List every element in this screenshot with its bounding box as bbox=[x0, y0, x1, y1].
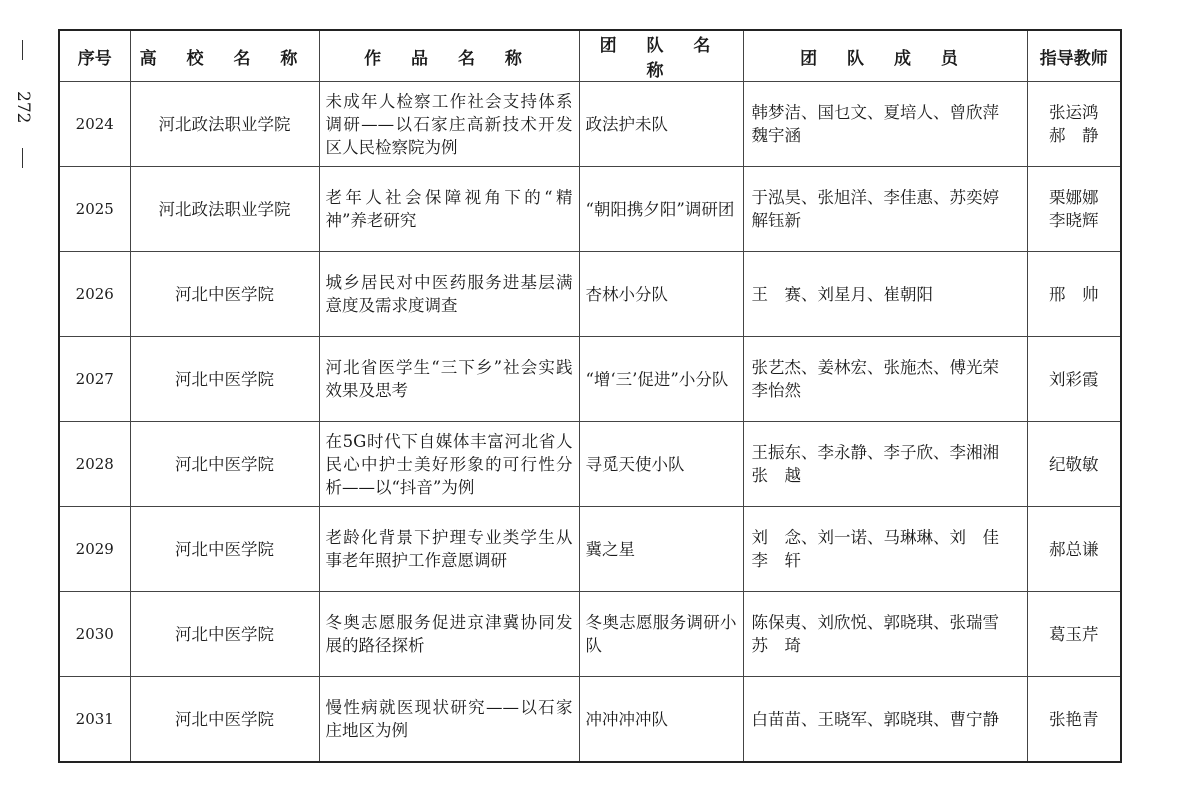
cell-team: 冀之星 bbox=[579, 507, 743, 592]
teacher-name: 栗娜娜 bbox=[1049, 188, 1099, 207]
cell-teacher bbox=[1027, 252, 1121, 337]
member-line: 白苗苗、王晓军、郭晓琪、曹宁静 bbox=[751, 709, 999, 729]
member-line: 李 轩 bbox=[751, 551, 801, 570]
cell-members bbox=[743, 592, 1027, 677]
cell-id: 2029 bbox=[59, 507, 130, 592]
table-row bbox=[59, 337, 1121, 422]
cell-teacher bbox=[1027, 677, 1121, 763]
cell-members bbox=[743, 422, 1027, 507]
cell-members bbox=[743, 337, 1027, 422]
table-row bbox=[59, 252, 1121, 337]
cell-members bbox=[743, 82, 1027, 167]
cell-teacher bbox=[1027, 592, 1121, 677]
cell-team: “朝阳携夕阳”调研团 bbox=[579, 167, 743, 252]
teacher-name: 邢 帅 bbox=[1049, 284, 1099, 304]
cell-school: 河北中医学院 bbox=[130, 252, 319, 337]
cell-work: 在5G时代下自媒体丰富河北省人民心中护士美好形象的可行性分析——以“抖音”为例 bbox=[319, 422, 579, 507]
cell-school: 河北中医学院 bbox=[130, 337, 319, 422]
page-number-rule-top bbox=[22, 40, 23, 60]
page-number-marker bbox=[0, 40, 46, 170]
member-line: 解钰新 bbox=[751, 211, 801, 230]
cell-id: 2025 bbox=[59, 167, 130, 252]
member-line: 李怡然 bbox=[751, 381, 801, 400]
member-line: 王振东、李永静、李子欣、李湘湘 bbox=[751, 443, 999, 462]
cell-team: 寻觅天使小队 bbox=[579, 422, 743, 507]
cell-teacher bbox=[1027, 507, 1121, 592]
page-number-rule-bottom bbox=[22, 148, 23, 168]
cell-members bbox=[743, 507, 1027, 592]
table-row bbox=[59, 592, 1121, 677]
cell-id: 2030 bbox=[59, 592, 130, 677]
cell-work: 河北省医学生“三下乡”社会实践效果及思考 bbox=[319, 337, 579, 422]
cell-id: 2024 bbox=[59, 82, 130, 167]
cell-teacher bbox=[1027, 167, 1121, 252]
table-row bbox=[59, 422, 1121, 507]
cell-id: 2031 bbox=[59, 677, 130, 763]
cell-members bbox=[743, 252, 1027, 337]
teacher-name: 李晓辉 bbox=[1049, 211, 1099, 230]
teacher-name: 张艳青 bbox=[1049, 709, 1099, 729]
teacher-name: 纪敬敏 bbox=[1049, 454, 1099, 474]
header-team: 团 队 名 称 bbox=[579, 30, 743, 82]
teacher-name: 郝 静 bbox=[1049, 126, 1099, 145]
cell-members bbox=[743, 167, 1027, 252]
member-line: 魏宇涵 bbox=[751, 126, 801, 145]
table-header-row bbox=[59, 30, 1121, 82]
cell-team: “增‘三’促进”小分队 bbox=[579, 337, 743, 422]
cell-school: 河北中医学院 bbox=[130, 592, 319, 677]
cell-school: 河北中医学院 bbox=[130, 507, 319, 592]
cell-school: 河北中医学院 bbox=[130, 677, 319, 763]
member-line: 张 越 bbox=[751, 466, 801, 485]
table-row bbox=[59, 167, 1121, 252]
cell-team: 杏林小分队 bbox=[579, 252, 743, 337]
member-line: 王 赛、刘星月、崔朝阳 bbox=[751, 284, 933, 304]
header-teacher: 指导教师 bbox=[1027, 30, 1121, 82]
header-school: 高 校 名 称 bbox=[130, 30, 319, 82]
teacher-name: 葛玉芹 bbox=[1049, 624, 1099, 644]
header-work: 作 品 名 称 bbox=[319, 30, 579, 82]
cell-work: 慢性病就医现状研究——以石家庄地区为例 bbox=[319, 677, 579, 763]
cell-id: 2027 bbox=[59, 337, 130, 422]
cell-teacher bbox=[1027, 422, 1121, 507]
cell-id: 2026 bbox=[59, 252, 130, 337]
cell-team: 冬奥志愿服务调研小队 bbox=[579, 592, 743, 677]
header-id: 序号 bbox=[59, 30, 130, 82]
table-row bbox=[59, 677, 1121, 763]
cell-work: 冬奥志愿服务促进京津冀协同发展的路径探析 bbox=[319, 592, 579, 677]
cell-id: 2028 bbox=[59, 422, 130, 507]
member-line: 韩梦洁、国乜文、夏培人、曾欣萍 bbox=[751, 103, 999, 122]
member-line: 刘 念、刘一诺、马琳琳、刘 佳 bbox=[751, 528, 999, 547]
cell-teacher bbox=[1027, 82, 1121, 167]
cell-team: 政法护未队 bbox=[579, 82, 743, 167]
cell-school: 河北政法职业学院 bbox=[130, 82, 319, 167]
teacher-name: 张运鸿 bbox=[1049, 103, 1099, 122]
awards-table bbox=[58, 29, 1122, 763]
table-row bbox=[59, 82, 1121, 167]
member-line: 于泓昊、张旭洋、李佳惠、苏奕婷 bbox=[751, 188, 999, 207]
table-row bbox=[59, 507, 1121, 592]
member-line: 张艺杰、姜林宏、张施杰、傅光荣 bbox=[751, 358, 999, 377]
cell-work: 城乡居民对中医药服务进基层满意度及需求度调查 bbox=[319, 252, 579, 337]
cell-team: 冲冲冲冲队 bbox=[579, 677, 743, 763]
cell-school: 河北中医学院 bbox=[130, 422, 319, 507]
teacher-name: 刘彩霞 bbox=[1049, 369, 1099, 389]
page-number: 272 bbox=[13, 91, 33, 124]
teacher-name: 郝总谦 bbox=[1049, 539, 1099, 559]
member-line: 苏 琦 bbox=[751, 636, 801, 655]
cell-school: 河北政法职业学院 bbox=[130, 167, 319, 252]
cell-work: 老年人社会保障视角下的“精神”养老研究 bbox=[319, 167, 579, 252]
cell-teacher bbox=[1027, 337, 1121, 422]
cell-work: 老龄化背景下护理专业类学生从事老年照护工作意愿调研 bbox=[319, 507, 579, 592]
header-members: 团 队 成 员 bbox=[743, 30, 1027, 82]
cell-work: 未成年人检察工作社会支持体系调研——以石家庄高新技术开发区人民检察院为例 bbox=[319, 82, 579, 167]
cell-members bbox=[743, 677, 1027, 763]
member-line: 陈保夷、刘欣悦、郭晓琪、张瑞雪 bbox=[751, 613, 999, 632]
